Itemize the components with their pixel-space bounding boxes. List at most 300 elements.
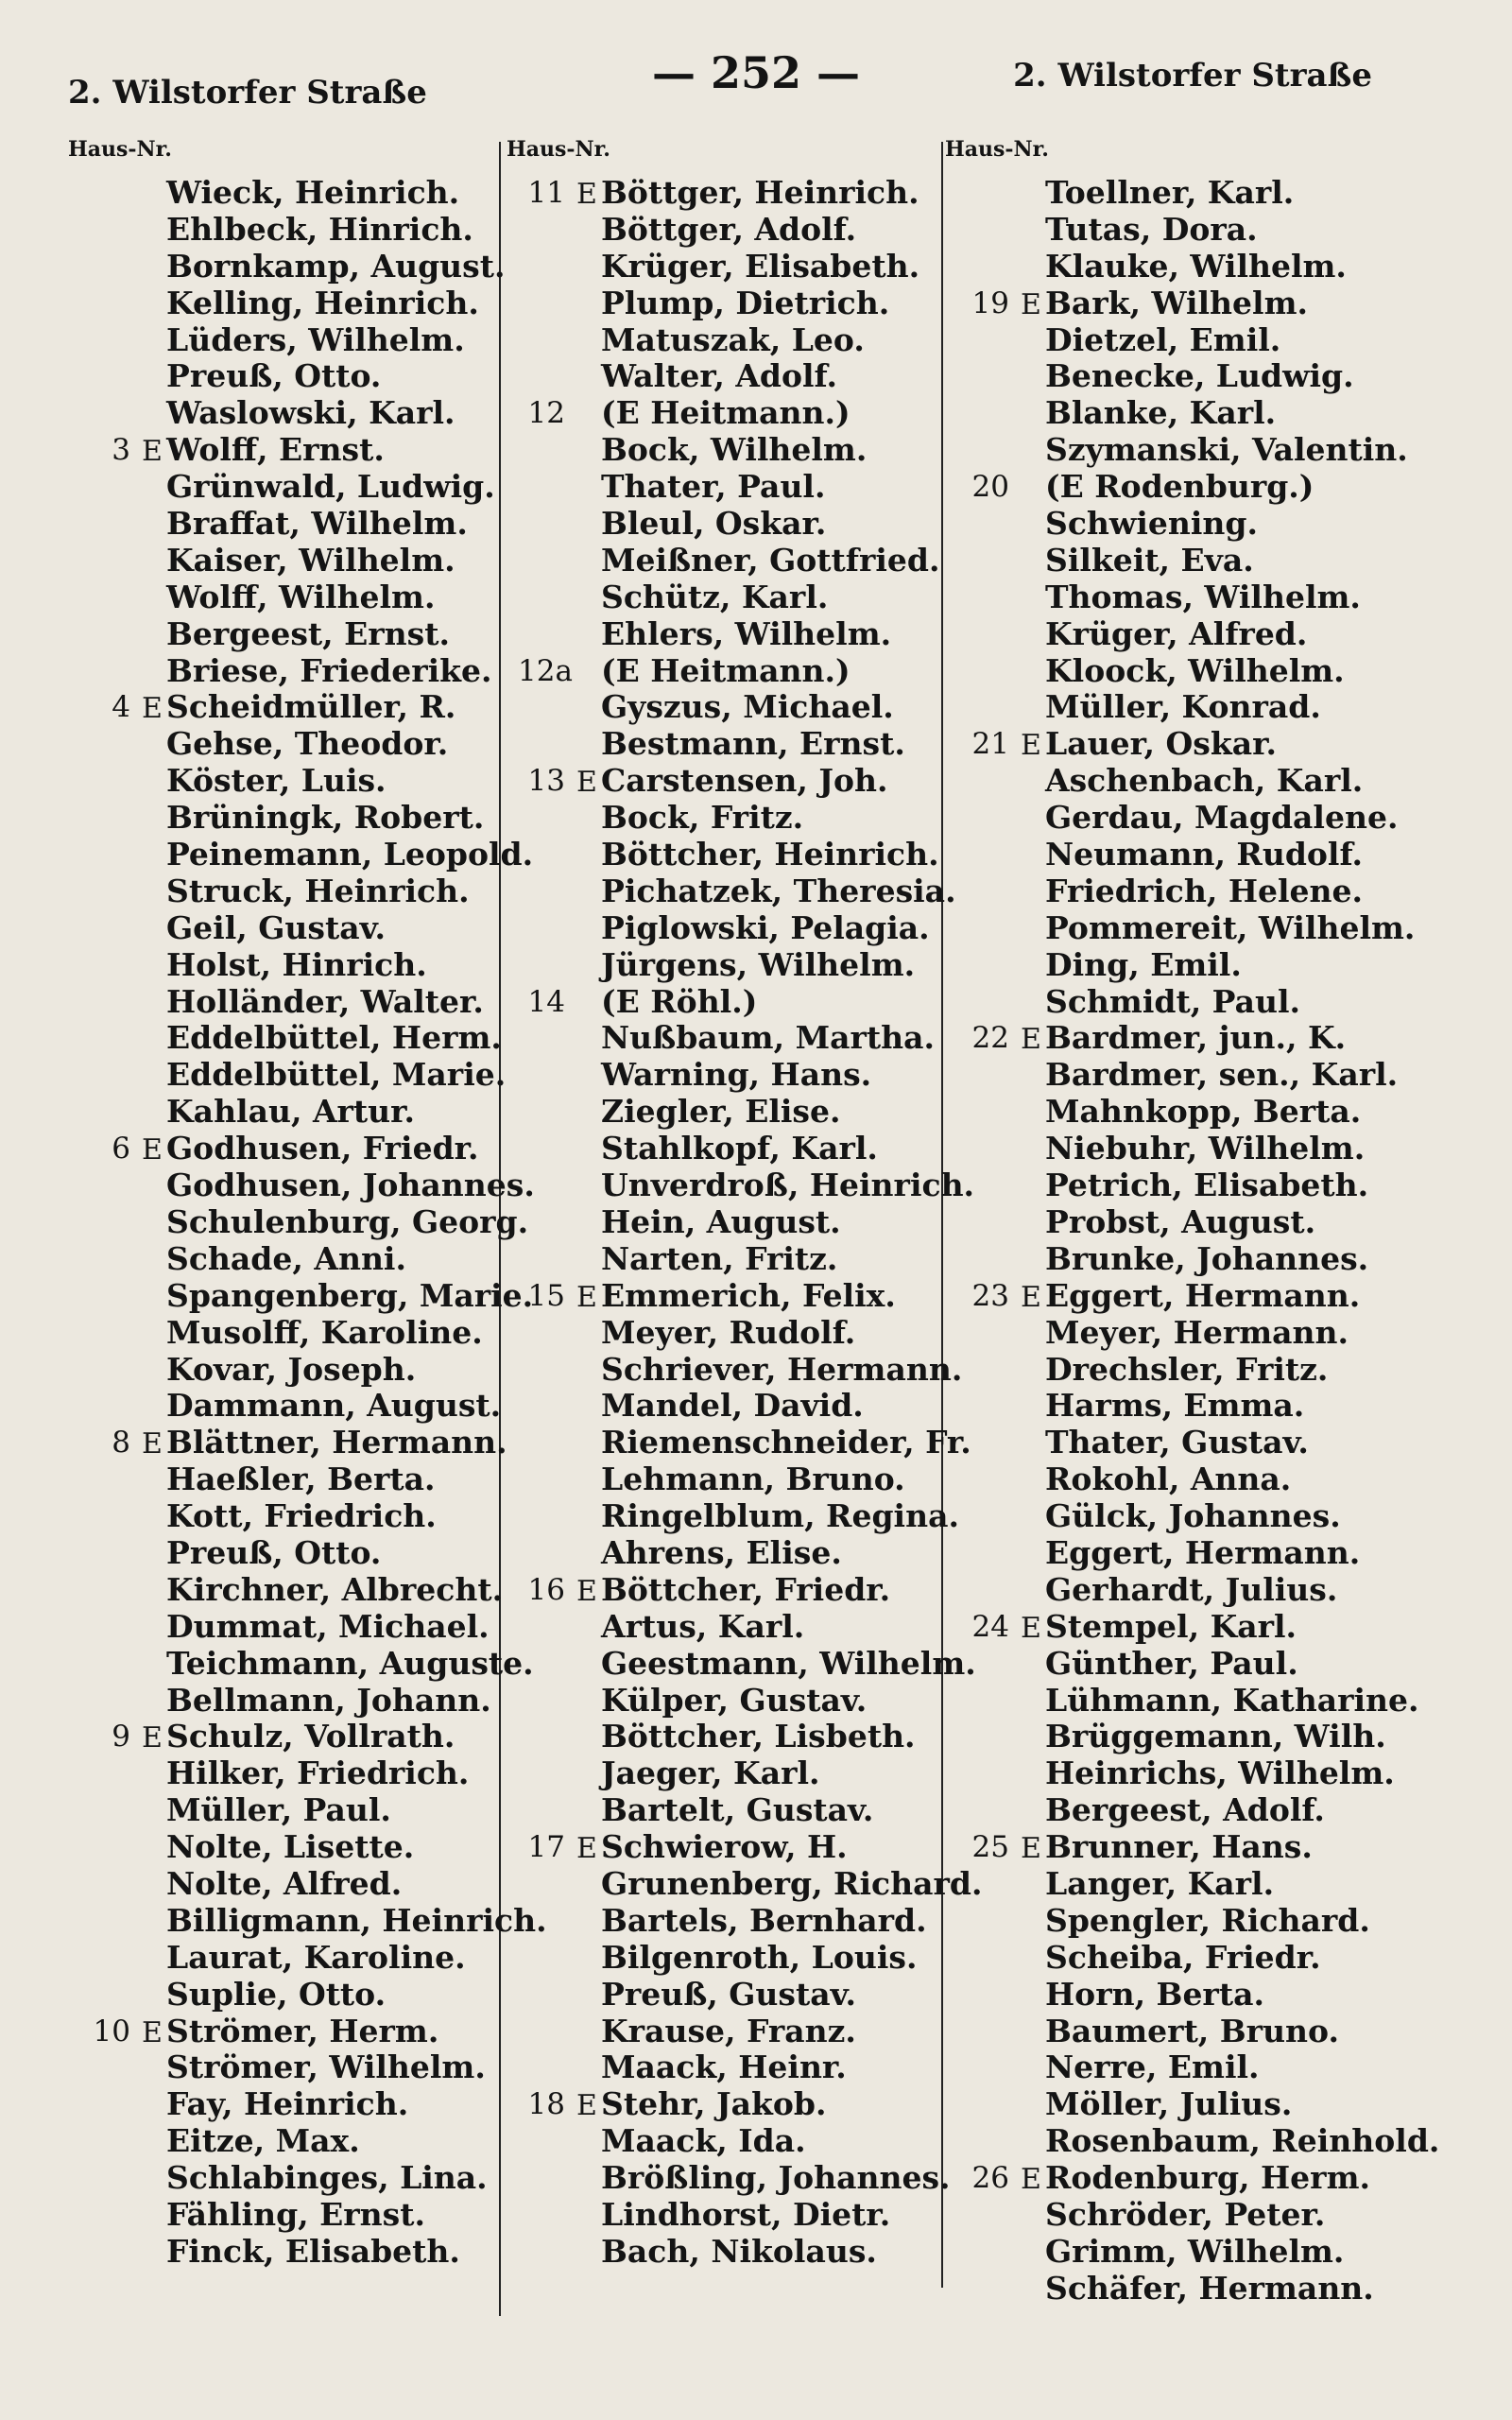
resident-entry: [1021, 1977, 1439, 2014]
resident-entry: [112, 688, 547, 726]
resident-name: Bach, Nikolaus.: [601, 2232, 877, 2270]
resident-name: Günther, Paul.: [1045, 1644, 1298, 1682]
resident-name: Warning, Hans.: [601, 1056, 872, 1094]
resident-name: Gerdau, Magdalene.: [1045, 799, 1399, 837]
resident-entry: [1021, 1535, 1439, 1572]
resident-entry: [576, 873, 982, 910]
resident-name: Hein, August.: [601, 1202, 841, 1240]
resident-entry: [1021, 1315, 1439, 1352]
house-number: 21: [971, 727, 1009, 762]
resident-name: Waslowski, Karl.: [166, 394, 455, 432]
resident-name: Petrich, Elisabeth.: [1045, 1167, 1369, 1204]
resident-entry: [1021, 175, 1439, 212]
resident-entry: [1021, 2271, 1439, 2308]
resident-name: Piglowski, Pelagia.: [601, 908, 930, 946]
resident-entry: [576, 1535, 982, 1572]
resident-name: Lühmann, Katharine.: [1045, 1681, 1419, 1719]
resident-entry: [1021, 1425, 1439, 1461]
resident-entry: [527, 982, 982, 1021]
resident-entry: [971, 1828, 1439, 1866]
resident-entry: [576, 1498, 982, 1535]
resident-entry: [142, 1829, 547, 1866]
resident-entry: [1021, 1204, 1439, 1241]
resident-entry: [142, 506, 547, 543]
resident-entry: [1021, 837, 1439, 873]
resident-entry: [1021, 2014, 1439, 2050]
owner-marker: E: [142, 1133, 163, 1167]
resident-name: Stehr, Jakob.: [601, 2085, 827, 2123]
resident-entry: [576, 2234, 982, 2271]
resident-entry: [1021, 2197, 1439, 2234]
resident-name: Bleul, Oskar.: [601, 505, 827, 543]
resident-entry: [142, 2234, 547, 2271]
resident-name: Preuß, Otto.: [166, 357, 382, 395]
resident-entry: [142, 1646, 547, 1683]
resident-entry: [576, 1609, 982, 1646]
resident-entry: [1021, 358, 1439, 395]
resident-entry: [1021, 432, 1439, 469]
resident-entry: [1021, 1866, 1439, 1903]
resident-name: Narten, Fritz.: [601, 1239, 838, 1277]
resident-name: Maack, Ida.: [601, 2122, 806, 2160]
resident-name: Brunner, Hans.: [1045, 1828, 1313, 1866]
resident-name: Kahlau, Artur.: [166, 1093, 416, 1131]
resident-entry: [576, 837, 982, 873]
resident-name: Riemenschneider, Fr.: [601, 1424, 971, 1461]
resident-entry: [1021, 910, 1439, 947]
resident-name: Heinrichs, Wilhelm.: [1045, 1754, 1395, 1792]
resident-entry: [1021, 1940, 1439, 1977]
resident-entry: [1021, 1167, 1439, 1204]
resident-entry: [142, 1167, 547, 1204]
resident-entry: [576, 506, 982, 543]
resident-entry: [1021, 249, 1439, 285]
resident-entry: [1021, 1572, 1439, 1609]
resident-entry: [576, 1131, 982, 1167]
resident-name: Langer, Karl.: [1045, 1864, 1275, 1902]
resident-entry: [142, 616, 547, 653]
resident-entry: [576, 2049, 982, 2086]
resident-name: Ringelblum, Regina.: [601, 1497, 959, 1535]
resident-name: Harms, Emma.: [1045, 1387, 1305, 1425]
resident-entry: [576, 2123, 982, 2160]
resident-entry: [1021, 543, 1439, 579]
resident-entry: [576, 322, 982, 359]
resident-name: Jaeger, Karl.: [601, 1754, 820, 1792]
resident-name: Godhusen, Friedr.: [166, 1130, 479, 1167]
owner-marker: E: [1021, 1280, 1041, 1314]
resident-name: Kirchner, Albrecht.: [166, 1570, 504, 1608]
resident-name: Bock, Wilhelm.: [601, 431, 868, 469]
resident-entry: [576, 212, 982, 249]
resident-entry: [576, 358, 982, 395]
resident-name: Schulenburg, Georg.: [166, 1202, 529, 1240]
house-number: 3: [112, 433, 130, 468]
resident-entry: [1021, 1646, 1439, 1683]
resident-entry: [142, 2086, 547, 2123]
resident-entry: [93, 2012, 547, 2050]
resident-entry: [576, 1646, 982, 1683]
resident-entry: [971, 1019, 1439, 1057]
resident-entry: [142, 1020, 547, 1057]
house-number: 12: [527, 396, 565, 431]
house-number: 20: [971, 470, 1009, 505]
resident-entry: [1021, 689, 1439, 726]
house-number: 11: [527, 176, 565, 210]
page-number: — 252 —: [651, 47, 861, 98]
resident-name: Eddelbüttel, Marie.: [166, 1056, 507, 1094]
resident-entry: [1021, 506, 1439, 543]
resident-name: Bergeest, Adolf.: [1045, 1791, 1325, 1829]
resident-entry: [1021, 800, 1439, 837]
resident-name: Probst, August.: [1045, 1202, 1316, 1240]
resident-entry: [142, 2160, 547, 2197]
resident-entry: [142, 395, 547, 432]
resident-name: Plump, Dietrich.: [601, 284, 890, 321]
resident-entry: [1021, 763, 1439, 800]
owner-marker: E: [142, 2015, 163, 2049]
resident-name: Lindhorst, Dietr.: [601, 2195, 891, 2233]
resident-entry: [576, 1719, 982, 1755]
resident-name: Ehlbeck, Hinrich.: [166, 210, 473, 248]
resident-entry: [576, 947, 982, 984]
resident-name: Meyer, Rudolf.: [601, 1313, 856, 1351]
resident-entry: [576, 1461, 982, 1498]
resident-name: Schade, Anni.: [166, 1239, 406, 1277]
resident-entry: [1021, 1683, 1439, 1720]
resident-name: Szymanski, Valentin.: [1045, 431, 1408, 469]
resident-entry: [1021, 1792, 1439, 1829]
resident-entry: [142, 1388, 547, 1425]
resident-name: Meyer, Hermann.: [1045, 1313, 1349, 1351]
resident-entry: [576, 1167, 982, 1204]
house-number: 13: [527, 764, 565, 799]
resident-entry: [142, 1241, 547, 1278]
resident-entry: [576, 469, 982, 506]
resident-name: Preuß, Gustav.: [601, 1975, 856, 2013]
resident-name: Spengler, Richard.: [1045, 1901, 1370, 1939]
resident-name: Schröder, Peter.: [1045, 2195, 1326, 2233]
resident-entry: [1021, 212, 1439, 249]
resident-name: Rodenburg, Herm.: [1045, 2159, 1370, 2197]
resident-name: Wieck, Heinrich.: [166, 174, 460, 211]
house-number: 26: [971, 2161, 1009, 2196]
resident-name: Bilgenroth, Louis.: [601, 1938, 918, 1976]
resident-name: Gyszus, Michael.: [601, 688, 894, 726]
resident-name: Wolff, Ernst.: [166, 431, 385, 469]
owner-marker: E: [1021, 2163, 1041, 2197]
resident-entry: [142, 543, 547, 579]
resident-name: (E Heitmann.): [601, 394, 850, 432]
resident-entry: [142, 249, 547, 285]
house-number: 6: [112, 1132, 130, 1167]
resident-name: Horn, Berta.: [1045, 1975, 1264, 2013]
resident-entry: [142, 1461, 547, 1498]
resident-name: Dammann, August.: [166, 1387, 502, 1425]
resident-entry: [1021, 1719, 1439, 1755]
resident-name: Eddelbüttel, Herm.: [166, 1019, 502, 1057]
resident-name: Ahrens, Elise.: [601, 1533, 842, 1571]
resident-entry: [142, 2049, 547, 2086]
owner-marker: E: [142, 692, 163, 726]
owner-marker: E: [142, 435, 163, 469]
resident-entry: [576, 1094, 982, 1131]
resident-name: Schmidt, Paul.: [1045, 982, 1300, 1020]
resident-entry: [142, 837, 547, 873]
resident-name: Krüger, Elisabeth.: [601, 247, 920, 285]
resident-name: Schwierow, H.: [601, 1828, 848, 1866]
resident-name: Billigmann, Heinrich.: [166, 1901, 547, 1939]
house-number: 15: [527, 1278, 565, 1313]
resident-name: Holst, Hinrich.: [166, 945, 427, 983]
resident-entry: [576, 1020, 982, 1057]
resident-name: Bock, Fritz.: [601, 799, 804, 837]
resident-name: Böttger, Adolf.: [601, 210, 857, 248]
resident-name: Thomas, Wilhelm.: [1045, 578, 1361, 615]
resident-entry: [576, 432, 982, 469]
resident-entry: [1021, 1131, 1439, 1167]
resident-entry: [576, 1903, 982, 1940]
resident-name: Geil, Gustav.: [166, 908, 386, 946]
resident-entry: [112, 1424, 547, 1461]
resident-name: Pichatzek, Theresia.: [601, 872, 956, 909]
resident-name: Hilker, Friedrich.: [166, 1754, 470, 1792]
resident-entry: [576, 1683, 982, 1720]
house-number: 10: [93, 2014, 130, 2048]
resident-name: Neumann, Rudolf.: [1045, 836, 1363, 873]
resident-name: (E Rodenburg.): [1045, 468, 1314, 506]
resident-entry: [1021, 2123, 1439, 2160]
resident-name: Blanke, Karl.: [1045, 394, 1277, 432]
resident-entry: [1021, 1094, 1439, 1131]
resident-name: Bestmann, Ernst.: [601, 725, 905, 763]
resident-name: Geestmann, Wilhelm.: [601, 1644, 976, 1682]
resident-entry: [1021, 2086, 1439, 2123]
resident-name: Spangenberg, Marie.: [166, 1276, 534, 1314]
house-number: 12a: [518, 653, 573, 688]
resident-name: Gülck, Johannes.: [1045, 1497, 1341, 1535]
resident-name: (E Röhl.): [601, 982, 758, 1020]
resident-entry: [1021, 1461, 1439, 1498]
resident-name: Krause, Franz.: [601, 2012, 856, 2049]
resident-entry: [142, 469, 547, 506]
resident-entry: [112, 1130, 547, 1167]
resident-entry: [142, 1352, 547, 1389]
resident-entry: [576, 2197, 982, 2234]
resident-name: Haeßler, Berta.: [166, 1461, 436, 1498]
resident-entry: [576, 2160, 982, 2197]
residents-column-2: [518, 174, 983, 2271]
resident-entry: [142, 212, 547, 249]
resident-name: Bartels, Bernhard.: [601, 1901, 927, 1939]
resident-name: Brößling, Johannes.: [601, 2159, 951, 2197]
house-number: 19: [971, 285, 1009, 320]
resident-name: Nerre, Emil.: [1045, 2048, 1260, 2086]
resident-name: Nußbaum, Martha.: [601, 1019, 935, 1057]
resident-entry: [576, 285, 982, 322]
resident-name: Pommereit, Wilhelm.: [1045, 908, 1416, 946]
resident-name: Böttcher, Lisbeth.: [601, 1718, 916, 1755]
resident-name: Brüggemann, Wilh.: [1045, 1718, 1386, 1755]
resident-name: Dietzel, Emil.: [1045, 320, 1281, 358]
resident-name: Scheiba, Friedr.: [1045, 1938, 1321, 1976]
resident-name: Klauke, Wilhelm.: [1045, 247, 1347, 285]
resident-name: Drechsler, Fritz.: [1045, 1350, 1329, 1388]
resident-entry: [1021, 1352, 1439, 1389]
resident-entry: [112, 431, 547, 469]
resident-entry: [142, 1094, 547, 1131]
resident-name: Rokohl, Anna.: [1045, 1461, 1292, 1498]
resident-entry: [576, 1792, 982, 1829]
resident-entry: [576, 800, 982, 837]
resident-entry: [527, 394, 982, 432]
resident-entry: [142, 984, 547, 1021]
resident-entry: [527, 174, 982, 212]
resident-name: Krüger, Alfred.: [1045, 614, 1308, 652]
resident-entry: [971, 468, 1439, 506]
resident-name: Böttcher, Heinrich.: [601, 836, 939, 873]
resident-entry: [527, 2085, 982, 2123]
resident-name: Tutas, Dora.: [1045, 210, 1258, 248]
house-number: 22: [971, 1021, 1009, 1056]
resident-entry: [142, 2197, 547, 2234]
resident-entry: [1021, 873, 1439, 910]
resident-name: Eggert, Hermann.: [1045, 1533, 1361, 1571]
resident-entry: [142, 322, 547, 359]
owner-marker: E: [576, 1574, 597, 1608]
resident-entry: [142, 1572, 547, 1609]
resident-name: Matuszak, Leo.: [601, 320, 865, 358]
resident-name: Thater, Paul.: [601, 468, 826, 506]
resident-name: Strömer, Herm.: [166, 2012, 439, 2049]
resident-name: Bark, Wilhelm.: [1045, 284, 1308, 321]
resident-entry: [576, 1352, 982, 1389]
resident-name: Blättner, Hermann.: [166, 1424, 507, 1461]
resident-entry: [527, 762, 982, 800]
resident-name: Baumert, Bruno.: [1045, 2012, 1339, 2049]
resident-entry: [1021, 1903, 1439, 1940]
resident-entry: [576, 1388, 982, 1425]
resident-entry: [142, 800, 547, 837]
resident-entry: [142, 910, 547, 947]
owner-marker: E: [1021, 1832, 1041, 1866]
resident-entry: [576, 1425, 982, 1461]
resident-entry: [576, 910, 982, 947]
resident-name: Brüningk, Robert.: [166, 799, 485, 837]
resident-name: Walter, Adolf.: [601, 357, 838, 395]
resident-name: Bardmer, jun., K.: [1045, 1019, 1347, 1057]
resident-name: Schulz, Vollrath.: [166, 1718, 455, 1755]
resident-entry: [527, 1570, 982, 1609]
resident-name: Köster, Luis.: [166, 762, 387, 800]
resident-entry: [527, 1276, 982, 1315]
resident-name: Braffat, Wilhelm.: [166, 505, 468, 543]
resident-entry: [576, 1977, 982, 2014]
resident-entry: [576, 1241, 982, 1278]
house-number: 23: [971, 1278, 1009, 1313]
resident-name: Jürgens, Wilhelm.: [601, 945, 916, 983]
resident-name: Maack, Heinr.: [601, 2048, 847, 2086]
resident-name: Eggert, Hermann.: [1045, 1276, 1361, 1314]
resident-entry: [1021, 1388, 1439, 1425]
resident-entry: [576, 1315, 982, 1352]
header-street-right: 2. Wilstorfer Straße: [1013, 57, 1372, 95]
owner-marker: E: [1021, 729, 1041, 763]
resident-entry: [142, 579, 547, 616]
resident-name: Suplie, Otto.: [166, 1975, 387, 2013]
resident-name: Silkeit, Eva.: [1045, 541, 1254, 579]
resident-name: Emmerich, Felix.: [601, 1276, 896, 1314]
resident-name: Kloock, Wilhelm.: [1045, 651, 1345, 689]
resident-name: Stahlkopf, Karl.: [601, 1130, 878, 1167]
resident-name: Eitze, Max.: [166, 2122, 360, 2160]
resident-name: Preuß, Otto.: [166, 1533, 382, 1571]
owner-marker: E: [576, 766, 597, 800]
house-number: 16: [527, 1572, 565, 1607]
owner-marker: E: [576, 2089, 597, 2123]
resident-entry: [1021, 579, 1439, 616]
resident-name: Ding, Emil.: [1045, 945, 1242, 983]
resident-name: Mahnkopp, Berta.: [1045, 1093, 1362, 1131]
resident-name: Böttcher, Friedr.: [601, 1570, 891, 1608]
resident-entry: [142, 1866, 547, 1903]
resident-entry: [142, 1792, 547, 1829]
resident-name: Friedrich, Helene.: [1045, 872, 1364, 909]
resident-name: Bornkamp, August.: [166, 247, 506, 285]
resident-name: Unverdroß, Heinrich.: [601, 1167, 975, 1204]
resident-entry: [576, 2014, 982, 2050]
column-label: Haus-Nr.: [507, 137, 610, 162]
resident-entry: [142, 947, 547, 984]
resident-entry: [576, 1057, 982, 1094]
resident-name: Möller, Julius.: [1045, 2085, 1293, 2123]
resident-name: Artus, Karl.: [601, 1607, 805, 1645]
owner-marker: E: [576, 1832, 597, 1866]
resident-name: Kott, Friedrich.: [166, 1497, 437, 1535]
resident-entry: [576, 1866, 982, 1903]
resident-entry: [142, 285, 547, 322]
resident-name: Lüders, Wilhelm.: [166, 320, 465, 358]
resident-entry: [142, 1903, 547, 1940]
resident-entry: [1021, 1755, 1439, 1792]
resident-name: Wolff, Wilhelm.: [166, 578, 436, 615]
owner-marker: E: [576, 178, 597, 211]
resident-entry: [142, 1609, 547, 1646]
resident-entry: [576, 689, 982, 726]
resident-name: Schriever, Hermann.: [601, 1350, 963, 1388]
resident-entry: [142, 1977, 547, 2014]
house-number: 8: [112, 1426, 130, 1461]
resident-entry: [142, 653, 547, 690]
owner-marker: E: [1021, 1023, 1041, 1057]
resident-name: Bellmann, Johann.: [166, 1681, 491, 1719]
resident-entry: [576, 1755, 982, 1792]
resident-name: Nolte, Lisette.: [166, 1828, 415, 1866]
resident-name: Dummat, Michael.: [166, 1607, 490, 1645]
resident-entry: [142, 2123, 547, 2160]
resident-entry: [518, 651, 982, 690]
resident-entry: [1021, 984, 1439, 1021]
resident-name: Müller, Paul.: [166, 1791, 391, 1829]
resident-entry: [1021, 1241, 1439, 1278]
resident-name: Bartelt, Gustav.: [601, 1791, 874, 1829]
resident-name: Kovar, Joseph.: [166, 1350, 417, 1388]
resident-name: Scheidmüller, R.: [166, 688, 456, 726]
resident-name: Schütz, Karl.: [601, 578, 829, 615]
resident-name: Grunenberg, Richard.: [601, 1864, 983, 1902]
resident-name: Bergeest, Ernst.: [166, 614, 450, 652]
resident-name: Schäfer, Hermann.: [1045, 2269, 1374, 2307]
